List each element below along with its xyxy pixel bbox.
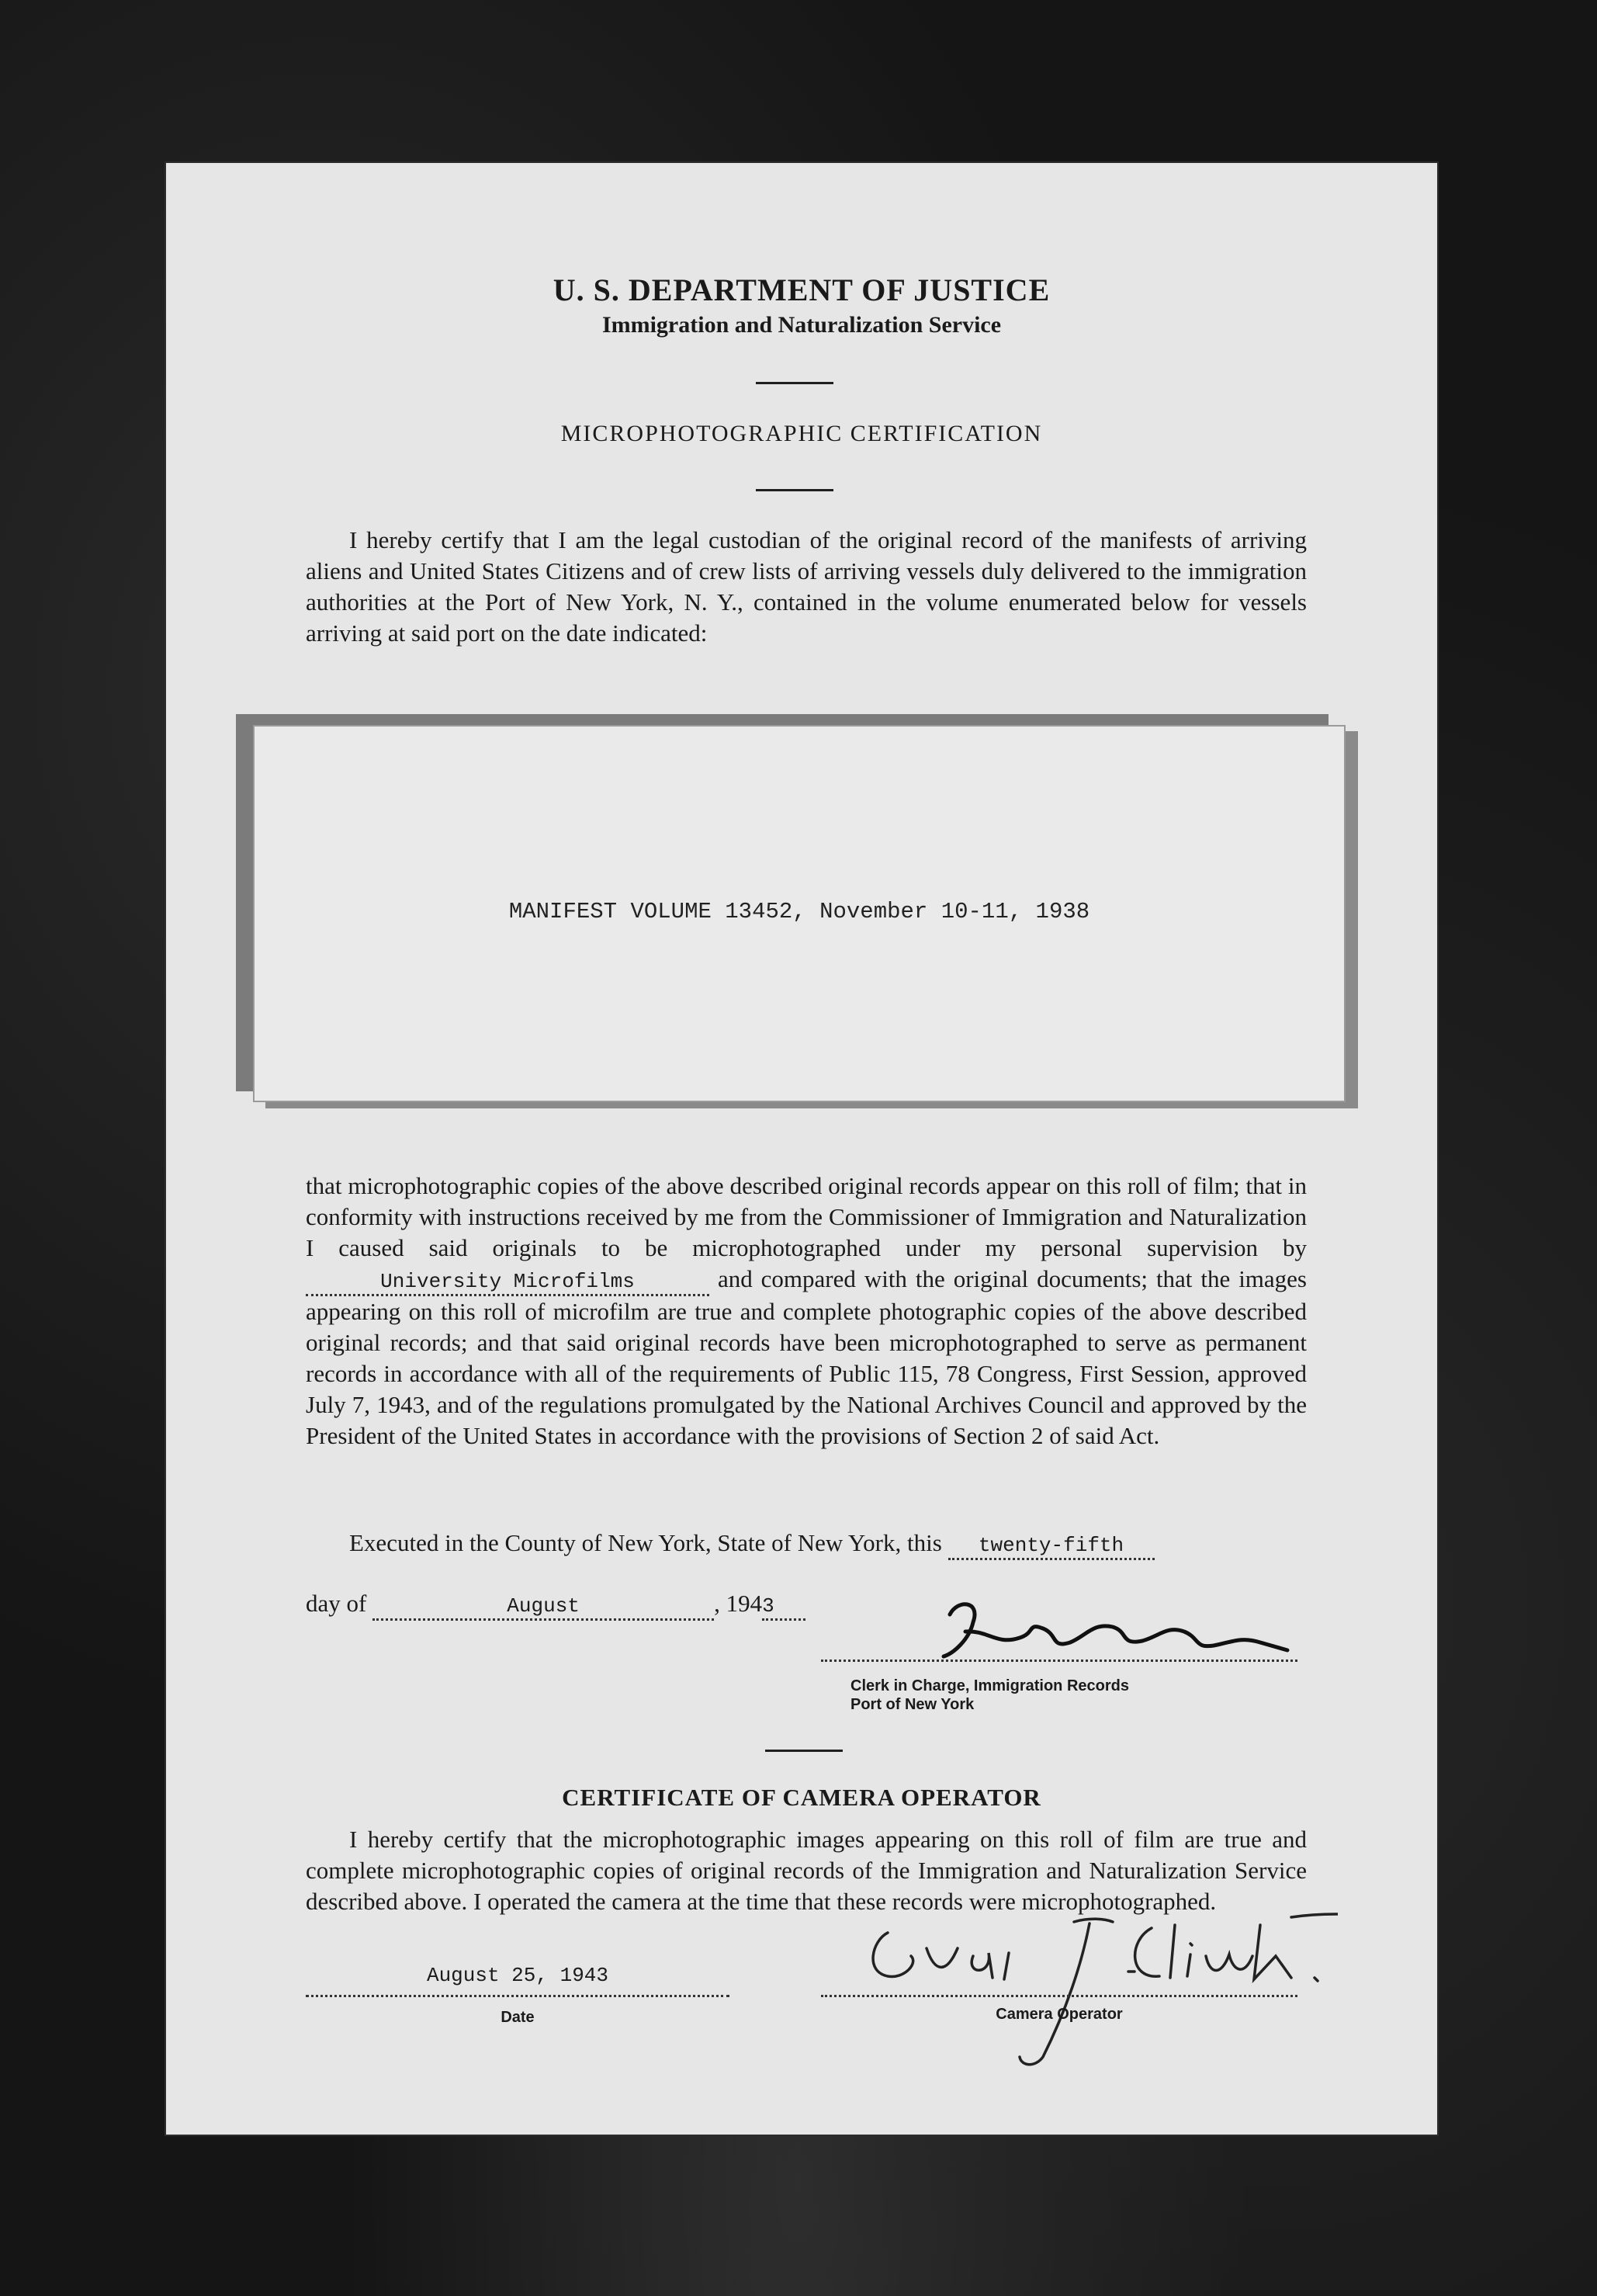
body-text-part1: that microphotographic copies of the above described original records appear on this roll of film; that in conformity with instructions received by me from the Commissioner of Immigration and Naturalization I caused said originals to be microphotographed under my personal supervision by [306,1172,1307,1261]
execution-text: Executed in the County of New York, State of New York, this [349,1529,942,1556]
camera-operator-signature-line [821,1995,1297,1997]
certification-title: MICROPHOTOGRAPHIC CERTIFICATION [560,421,1043,446]
divider [756,489,833,491]
clerk-signature-line [821,1660,1297,1662]
manifest-slip [253,725,1346,1102]
clerk-title: Clerk in Charge, Immigration Records Port of New York [850,1677,1129,1713]
day-of-label: day of [306,1590,367,1617]
year-field: 3 [762,1594,805,1621]
divider [756,382,833,384]
month-field: August [372,1594,714,1621]
camera-certificate-paragraph: I hereby certify that the microphotographic images appearing on this roll of film are true and complete microphotographic copies of original records of the Immigration and Naturalization Service described above. I operated the camera at the time that these records were microphotographed. [306,1826,1307,1915]
body-paragraph [306,1171,1307,1451]
service-subheading: Immigration and Naturalization Service [601,312,1002,338]
camera-operator-signature [857,1902,1338,2072]
camera-operator-label: Camera Operator [996,2006,1123,2023]
manifest-volume-text: MANIFEST VOLUME 13452, November 10-11, 1938 [508,899,1090,924]
body-text-part2: and compared with the original documents; that the images appearing on this roll of microfilm are true and complete photographic copies of the above described original records; and that said original records have been microphotographed to serve as permanent records in accordance with all of the requirements of Public 115, 78 Congress, First Session, approved July 7, 1943, and of the regulations promulgated by the National Archives Council and approved by the President of the United States in accordance with the provisions of Section 2 of said Act. [306,1265,1308,1449]
certificate-date: August 25, 1943 [426,1964,609,1987]
execution-line [306,1529,1307,1560]
execution-day-field: twenty-fifth [948,1533,1155,1560]
divider [765,1750,843,1752]
agency-heading: U. S. DEPARTMENT OF JUSTICE [553,272,1051,307]
certification-document [166,163,1437,2135]
year-prefix: , 194 [714,1590,763,1617]
date-line [306,1590,805,1621]
photographer-field: University Microfilms [306,1269,709,1296]
intro-paragraph: I hereby certify that I am the legal custodian of the original record of the manifests of arriving aliens and United States Citizens and of crew lists of arriving vessels duly delivered to the immigration authorities at the Port of New York, N. Y., contained in the volume enumerated below for vessels arriving at said port on the date indicated: [306,526,1307,647]
date-label: Date [501,2009,535,2026]
date-signature-line [306,1995,729,1997]
camera-certificate-title: CERTIFICATE OF CAMERA OPERATOR [562,1784,1041,1811]
clerk-signature [934,1591,1299,1669]
